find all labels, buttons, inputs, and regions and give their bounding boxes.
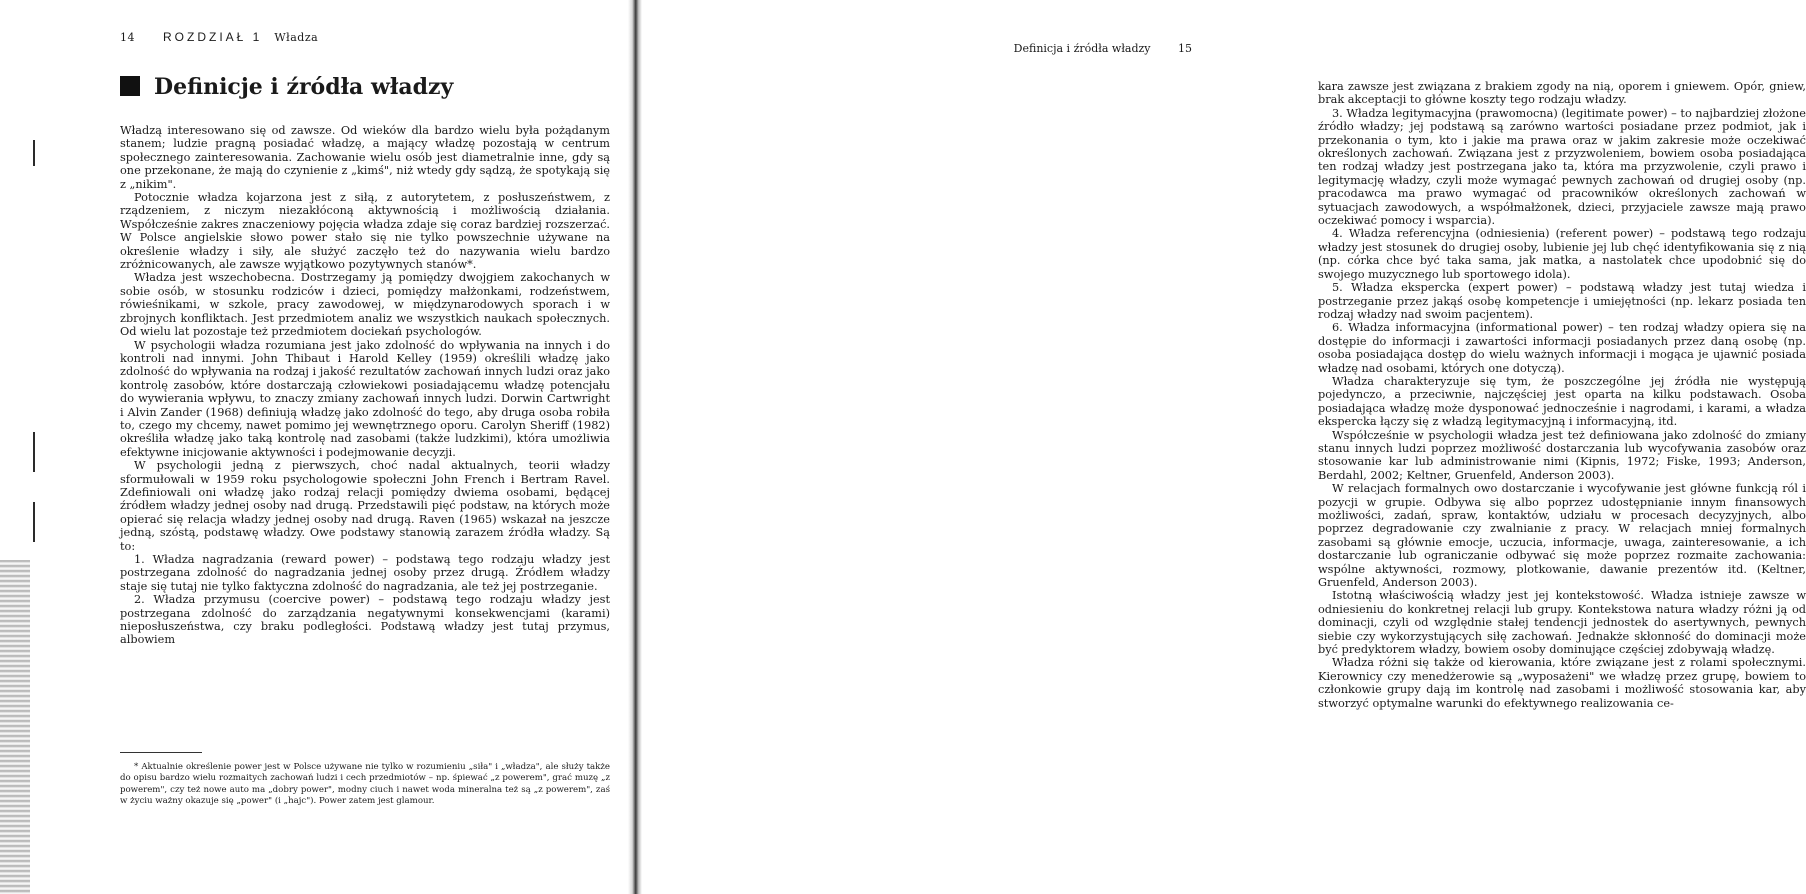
paragraph: Władza różni się także od kierowania, które związane jest z rolami społecznymi. Kierownicy czy menedżerowie są „wyposażeni" we władzę przez grupę, bowiem to członkowie grupy dają im kontrolę nad zasobami i możliwość stosowania kar, aby stworzyć optymalne warunki do efektywnego realizowania ce- [1318,656,1806,710]
running-header-right [1014,42,1192,55]
paragraph: 1. Władza nagradzania (reward power) – podstawą tego rodzaju władzy jest postrzegana zdolność do nagradzania jednej osoby przez drugą. Źródłem władzy staje się tutaj nie tylko faktyczna zdolność do nagradzania, ale też jej postrzeganie. [120,553,610,593]
right-page [640,0,1806,894]
scan-margin-mark [33,432,35,472]
scan-margin-mark [33,140,35,166]
paragraph: 6. Władza informacyjna (informational power) – ten rodzaj władzy opiera się na dostępie do informacji i zawartości informacji posiadanych przez daną osobę (np. osoba posiadająca dostęp do wielu ważnych informacji i mogąca je ujawnić posiada władzę nad osobami, których one dotyczą). [1318,321,1806,375]
paragraph: W relacjach formalnych owo dostarczanie i wycofywanie jest główne funkcją ról i pozycji w grupie. Odbywa się albo poprzez udostępnianie innym finansowych możliwości, zadań, spraw, kontaktów, udziału w procesach decyzyjnych, albo poprzez degradowanie czy zwalnianie z pracy. W relacjach mniej formalnych zasobami są głównie emocje, uczucia, informacje, uwaga, zainteresowanie, a ich dostarczanie lub ograniczanie odbywać się może poprzez rozmaite zachowania: wspólne aktywności, rozmowy, plotkowanie, dawanie prezentów itd. (Keltner, Gruenfeld, Anderson 2003). [1318,482,1806,590]
section-heading [120,74,600,100]
footnote-text: * Aktualnie określenie power jest w Polsce używane nie tylko w rozumieniu „siła" i „władza", ale służy także do opisu bardzo wielu rozmaitych zachowań ludzi i cech przedmiotów – np. śpiewać „z powerem", grać muzę „z powerem", czy też nowe auto ma „dobry power", modny ciuch i nawet woda mineralna też są „z powerem", zaś w życiu ważny okazuje się „power" (i „hajc"). Power zatem jest glamour. [120,762,610,807]
paragraph: 2. Władza przymusu (coercive power) – podstawą tego rodzaju władzy jest postrzegana zdolność do zarządzania negatywnymi konsekwencjami (karami) nieposłuszeństwa, czy braku podległości. Podstawą władzy jest tutaj przymus, albowiem [120,593,610,647]
paragraph: Władza jest wszechobecna. Dostrzegamy ją pomiędzy dwojgiem zakochanych w sobie osób, w stosunku rodziców i dzieci, pomiędzy małżonkami, rodzeństwem, rówieśnikami, w szkole, pracy zawodowej, w międzynarodowych sporach i w zbrojnych konfliktach. Jest przedmiotem analiz we wszystkich naukach społecznych. Od wielu lat pozostaje też przedmiotem dociekań psychologów. [120,271,610,339]
paragraph: 4. Władza referencyjna (odniesienia) (referent power) – podstawą tego rodzaju władzy jest stosunek do drugiej osoby, lubienie jej lub chęć identyfikowania się z nią (np. córka chce być taka sama, jak matka, a nastolatek chce upodobnić się do swojego muzycznego lub sportowego idola). [1318,227,1806,281]
page-number-right: 15 [1178,42,1192,55]
running-header-left [120,30,318,44]
chapter-label: ROZDZIAŁ 1 [163,30,263,44]
scan-margin-mark [33,502,35,542]
right-body-text [1318,80,1806,710]
paragraph: 5. Władza ekspercka (expert power) – podstawą władzy jest tutaj wiedza i postrzeganie przez jakąś osobę kompetencje i umiejętności (np. lekarz posiada ten rodzaj władzy nad swoim pacjentem). [1318,281,1806,321]
paragraph: 3. Władza legitymacyjna (prawomocna) (legitimate power) – to najbardziej złożone źródło władzy; jej podstawą są zarówno wartości posiadane przez podmiot, jak i przekonania o tym, kto i jakie ma prawa oraz w jakim zakresie może oczekiwać określonych zachowań. Związana jest z przyzwoleniem, bowiem osoba posiadająca ten rodzaj władzy jest postrzegana jako ta, która ma przyzwolenie, czyli prawo i legitymację władzy, czyli może wymagać pewnych zachowań od drugiej osoby (np. pracodawca ma prawo wymagać od pracowników określonych zachowań w sytuacjach zawodowych, a współmałżonek, dzieci, przyjaciele zawsze mają prawo oczekiwać pomocy i wsparcia). [1318,106,1806,228]
scan-edge-shadow [0,560,30,894]
paragraph: kara zawsze jest związana z brakiem zgody na nią, oporem i gniewem. Opór, gniew, brak akceptacji to główne koszty tego rodzaju władzy. [1318,80,1806,107]
paragraph: Współcześnie w psychologii władza jest też definiowana jako zdolność do zmiany stanu innych ludzi poprzez możliwość dostarczania lub wycofywania zasobów oraz stosowanie kar lub administrowanie nimi (Kipnis, 1972; Fiske, 1993; Anderson, Berdahl, 2002; Keltner, Gruenfeld, Anderson 2003). [1318,428,1806,482]
paragraph: Władzą interesowano się od zawsze. Od wieków dla bardzo wielu była pożądanym stanem; ludzie pragną posiadać władzę, a mający władzę pozostają w centrum społecznego zainteresowania. Zachowanie wielu osób jest diametralnie inne, gdy są one przekonane, że mają do czynienie z „kimś", niż wtedy gdy sądzą, że spotykają się z „nikim". [120,124,610,191]
page-number-left: 14 [120,31,135,44]
left-body-text [120,124,610,647]
footnote [120,762,610,808]
heading-square-icon [120,76,140,96]
paragraph: W psychologii władza rozumiana jest jako zdolność do wpływania na innych i do kontroli nad innymi. John Thibaut i Harold Kelley (1959) określili władzę jako zdolność do wpływania na rodzaj i jakość rezultatów zachowań innych ludzi oraz jako kontrolę zasobów, które dostarczają człowiekowi posiadającemu władzę potencjału do wywierania wpływu, to znaczy zmiany zachowań innych ludzi. Dorwin Cartwright i Alvin Zander (1968) definiują władzę jako zdolność do tego, aby druga osoba robiła to, czego my chcemy, nawet pomimo jej wewnętrznego oporu. Carolyn Sheriff (1982) określiła władzę jako taką kontrolę nad zasobami (także ludzkimi), która umożliwia efektywne inicjowanie aktywności i podejmowanie decyzji. [120,338,610,459]
header-section-title: Definicja i źródła władzy [1013,42,1151,55]
paragraph: W psychologii jedną z pierwszych, choć nadal aktualnych, teorii władzy sformułowali w 1959 roku psychologowie społeczni John French i Bertram Ravel. Zdefiniowali oni władzę jako rodzaj relacji pomiędzy dwiema osobami, będącej źródłem władzy jednej osoby nad drugą. Przedstawili pięć podstaw, na których może opierać się relacja władzy jednej osoby nad drugą. Raven (1965) wskazał na jeszcze jedną, szóstą, podstawę władzy. Owe podstawy stanowią zarazem źródła władzy. Są to: [120,459,610,553]
left-page [0,0,632,894]
paragraph: Istotną właściwością władzy jest jej kontekstowość. Władza istnieje zawsze w odniesieniu do konkretnej relacji lub grupy. Kontekstowa natura władzy różni ją od dominacji, czyli od względnie stałej tendencji jednostek do asertywnych, pewnych siebie czy wykorzystujących siłę zachowań. Jednakże skłonność do dominacji może być predyktorem władzy, bowiem osoby dominujące częściej zdobywają władzę. [1318,589,1806,657]
paragraph: Potocznie władza kojarzona jest z siłą, z autorytetem, z posłuszeństwem, z rządzeniem, z niczym niezakłóconą aktywnością i możliwością działania. Współcześnie zakres znaczeniowy pojęcia władza zdaje się coraz bardziej rozszerzać. W Polsce angielskie słowo power stało się nie tylko powszechnie używane na określenie władzy i siły, ale służyć zaczęło też do nazywania wielu bardzo zróżnicowanych, ale zawsze wyjątkowo pozytywnych stanów*. [120,191,610,272]
section-title: Definicje i źródła władzy [154,74,454,100]
footnote-rule [120,752,202,753]
paragraph: Władza charakteryzuje się tym, że poszczególne jej źródła nie występują pojedynczo, a przeciwnie, najczęściej jest oparta na kilku podstawach. Osoba posiadająca władzę może dysponować jednocześnie i nagrodami, i karami, a władza ekspercka łączy się z władzą legitymacyjną i informacyjną, itd. [1318,374,1806,429]
chapter-title: Władza [274,31,319,44]
